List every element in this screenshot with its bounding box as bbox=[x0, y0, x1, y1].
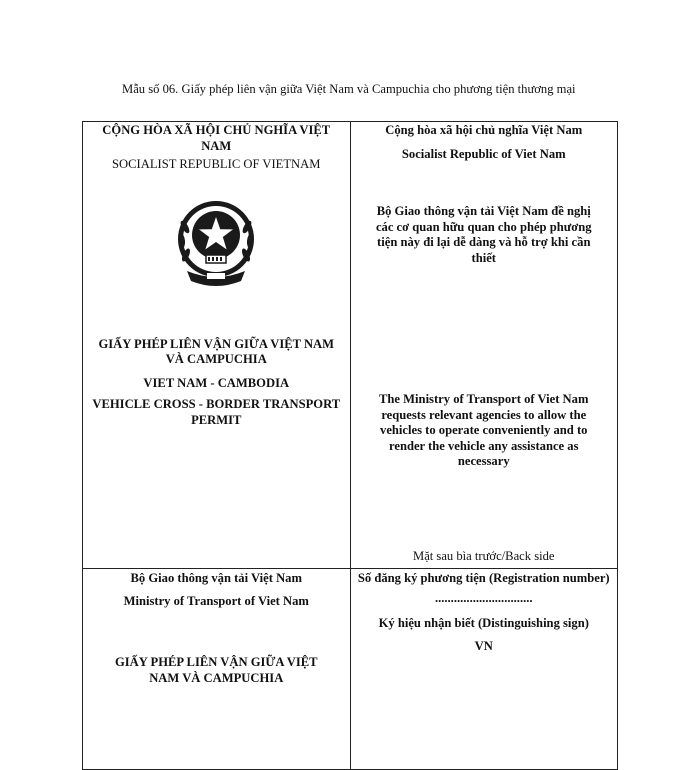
distinguishing-sign-value: VN bbox=[474, 638, 493, 653]
front-cover-back-cell bbox=[350, 122, 618, 569]
country-name-vn-2: Cộng hòa xã hội chủ nghĩa Việt Nam bbox=[385, 123, 583, 137]
front-cover-cell bbox=[83, 122, 351, 569]
route-en: VIET NAM - CAMBODIA bbox=[143, 375, 290, 390]
registration-number-value: ............................... bbox=[434, 590, 533, 605]
ministry-name-vn: Bộ Giao thông vận tải Việt Nam bbox=[130, 571, 302, 585]
permit-table bbox=[82, 121, 618, 770]
back-side-label: Mặt sau bìa trước/Back side bbox=[413, 549, 555, 563]
request-text-en: The Ministry of Transport of Viet Nam requests relevant agencies to allow the vehicles to operate conveniently and to render the vehicle any assistance as necessary bbox=[379, 392, 589, 468]
form-caption: Mẫu số 06. Giấy phép liên vận giữa Việt Nam và Campuchia cho phương tiện thương mại bbox=[122, 82, 576, 96]
inner-page-right-cell bbox=[350, 569, 618, 770]
country-name-en: SOCIALIST REPUBLIC OF VIETNAM bbox=[112, 157, 321, 171]
national-emblem-icon bbox=[171, 197, 261, 289]
registration-number-label: Số đăng ký phương tiện (Registration number) bbox=[357, 571, 610, 585]
country-name-vn: CỘNG HÒA XÃ HỘI CHỦ NGHĨA VIỆT NAM bbox=[102, 123, 331, 153]
request-text-vn: Bộ Giao thông vận tải Việt Nam đề nghị các cơ quan hữu quan cho phép phương tiện này đi lại dễ dàng và hỗ trợ khi cần thiết bbox=[375, 204, 592, 265]
distinguishing-sign-label: Ký hiệu nhận biết (Distinguishing sign) bbox=[378, 616, 589, 630]
permit-title-en: VEHICLE CROSS - BORDER TRANSPORT PERMIT bbox=[92, 397, 341, 427]
permit-title-vn-inner: GIẤY PHÉP LIÊN VẬN GIỮA VIỆT NAM VÀ CAMPUCHIA bbox=[114, 655, 318, 685]
inner-page-left-cell bbox=[83, 569, 351, 770]
permit-title-vn-line2: VÀ CAMPUCHIA bbox=[165, 352, 267, 366]
permit-title-vn: GIẤY PHÉP LIÊN VẬN GIỮA VIỆT NAM bbox=[98, 336, 335, 351]
ministry-name-en: Ministry of Transport of Viet Nam bbox=[123, 593, 309, 608]
country-name-en-2: Socialist Republic of Viet Nam bbox=[401, 146, 566, 161]
